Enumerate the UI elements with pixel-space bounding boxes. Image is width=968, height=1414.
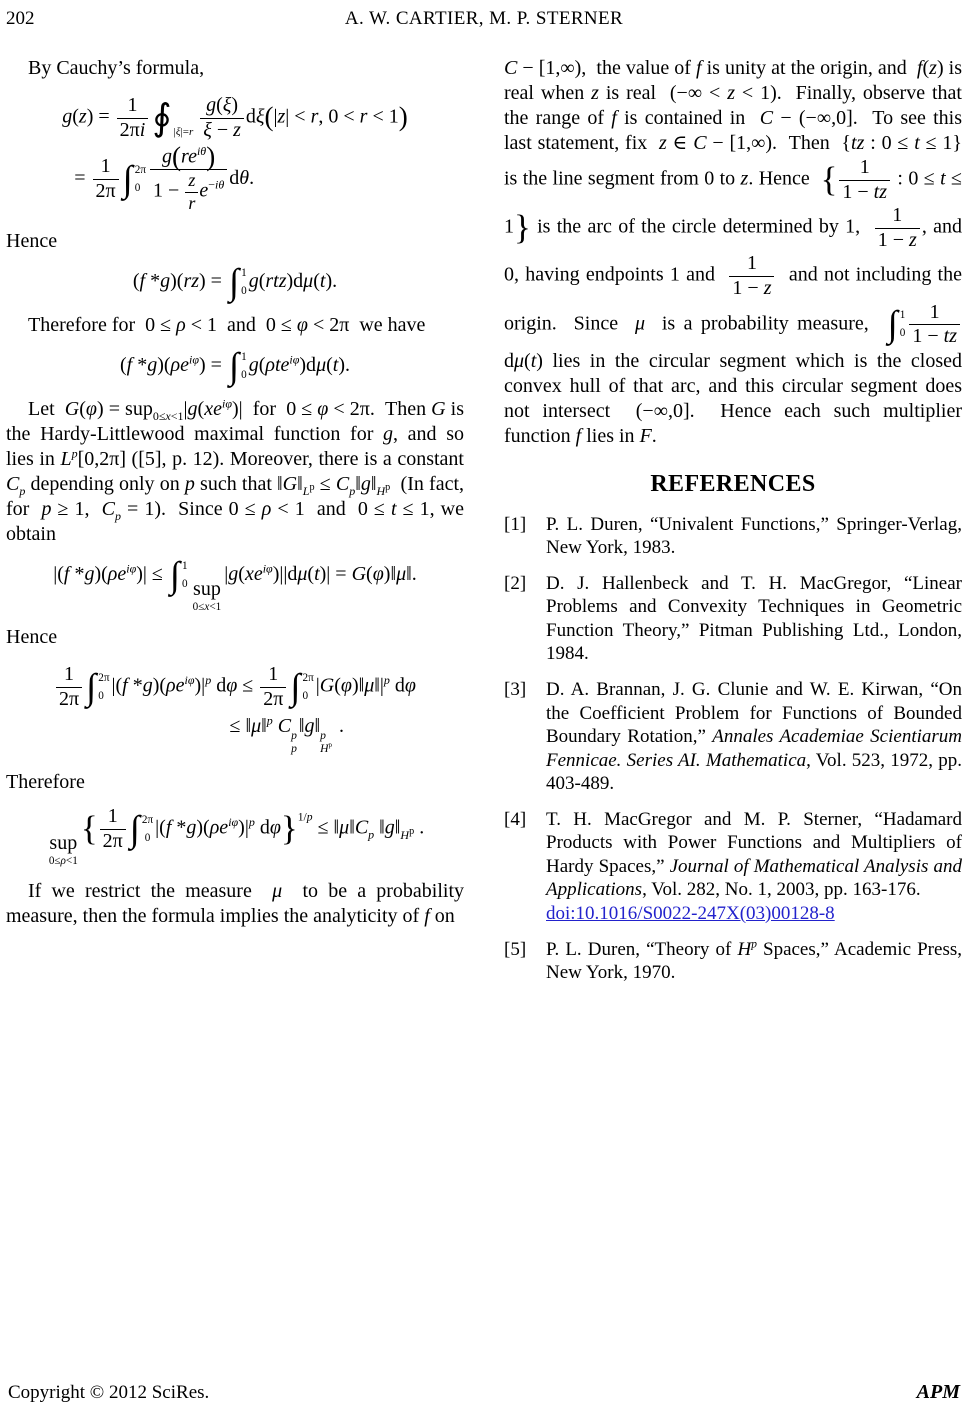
formula-norm-line2: ≤ ‖μ‖$^p$ C p p ‖g‖ p $H^p$ .	[229, 713, 344, 756]
reference-text: D. A. Brannan, J. G. Clunie and W. E. Kirwan, “On the Coefficient Problem for Functions of Bounded Boundary Rotation,” Annales Academiae Scientiarum Fennicae. Series AI. Mathematica, Vol. 523, 1972, pp. 403-489.	[546, 679, 962, 795]
reference-text: D. J. Hallenbeck and T. H. MacGregor, “Linear Problems and Convexity Techniques in Geometric Function Theory,” Pitman Publishing Ltd., London, 1984.	[546, 572, 962, 665]
reference-item	[504, 678, 962, 796]
reference-text: P. L. Duren, “Theory of $H^p$ Spaces,” Academic Press, New York, 1970.	[546, 938, 962, 984]
formula-norm-line1: $\frac{1}{2\pi}$ ∫ 2π 0 |(f $*g)(\rho e^{i\varphi})|^p$ dφ ≤ $\frac{1}{2\pi}$ ∫ 2π 0 $|G(\varphi)‖\mu‖|^p$ dφ	[54, 663, 416, 711]
reference-item	[504, 938, 962, 985]
page-footer	[8, 1381, 960, 1404]
paragraph-therefore-for: Therefore for 0 ≤ ρ < 1 and 0 ≤ φ < 2π we have	[28, 313, 426, 336]
page-header	[6, 8, 962, 30]
reference-label: [2]	[504, 572, 527, 594]
display-formula-convolution-rz	[6, 261, 464, 303]
formula-sup-bound: sup 0≤ρ<1 { $\frac{1}{2\pi}$ ∫ 2π 0 |(f $*g)(\rho e^{i\varphi})|^p$ $d\varphi\}^{1/p} \le ‖\mu‖C_p$ $‖g‖_{H^p}$ .	[48, 805, 425, 868]
reference-label: [4]	[504, 808, 527, 830]
reference-label: [5]	[504, 938, 527, 960]
display-formula-sup-bound	[6, 805, 464, 867]
reference-label: [1]	[504, 513, 527, 535]
paragraph-hence-1: Hence	[6, 229, 58, 252]
formula-cauchy-line2: = $\frac{1}{2\pi}$ ∫ 2π 0 $g(re^{i\theta})$ 1 − $\frac{z}{r}$ $e^{-i\theta}$ dθ.	[74, 141, 255, 213]
reference-item	[504, 572, 962, 666]
reference-text: P. L. Duren, “Univalent Functions,” Springer-Verlag, New York, 1983.	[546, 513, 962, 559]
right-column	[504, 56, 962, 997]
display-formula-cauchy	[6, 91, 464, 217]
running-title: A. W. CARTIER, M. P. STERNER	[344, 8, 624, 29]
paragraph-therefore: Therefore	[6, 771, 85, 794]
journal-abbreviation: APM	[916, 1381, 960, 1403]
references-list	[504, 513, 962, 985]
reference-item	[504, 513, 962, 560]
reference-label: [3]	[504, 679, 527, 701]
formula-convolution-rho: (f $*g)(\rho e^{i\varphi})$ = ∫ 1 0 g(ρte$^{i\varphi}$)dμ(t).	[119, 345, 351, 387]
reference-item	[504, 808, 962, 926]
copyright-notice: Copyright © 2012 SciRes.	[8, 1382, 210, 1403]
page-number: 202	[6, 8, 35, 29]
paragraph-continuation: C − [1,∞), the value of f is unity at the origin, and f(z) is real when z is real (−∞ < z < 1). Finally, observe that the range of f is contained in C − (−∞,0]. To see this last statement, fix z ∈ C − [1,∞). Then {tz : 0 ≤ t ≤ 1} is the line segment from 0 to z. Hence { $\frac{1}{1 - tz}$ : 0 ≤ t ≤ 1} is the arc of the circle determined by 1, $\frac{1}{1 - z}$ , and 0, having endpoints 1 and $\frac{1}{1 - z}$ and not including the origin. Since μ is a probability measure, ∫ 1 0 $\frac{1}{1 - tz}$ dμ(t) lies in the circular segment which is the closed convex hull of that arc, and this circular segment does not intersect (−∞,0]. Hence each such multiplier function f lies in F.	[504, 57, 963, 447]
paragraph-cauchy-intro: By Cauchy’s formula,	[28, 57, 205, 79]
two-column-body	[6, 56, 962, 997]
references-heading: REFERENCES	[650, 470, 816, 497]
display-formula-maximal-bound	[6, 554, 464, 613]
reference-text: T. H. MacGregor and M. P. Sterner, “Hadamard Products with Power Functions and Multipliers of Hardy Spaces,” Journal of Mathematical Analysis and Applications, Vol. 282, No. 1, 2003, pp. 163-176. doi:10.1016/S0022-247X(03)00128-8	[546, 808, 962, 924]
paragraph-hence-2: Hence	[6, 626, 58, 649]
formula-cauchy-line1: g(z) = $\frac{1}{2\pi i}$ ∮ $_{|\xi|=r}$ $\frac{g(\xi)}{\xi - z}$ dξ(|z| < r, 0 < r < 1)	[62, 94, 408, 141]
formula-maximal-bound: |(f $*g)(\rho e^{i\varphi})|$ ≤ ∫ 1 0 sup 0≤x<1 $|g(xe^{i\varphi})||d\mu(t)|$ = G(φ)‖μ‖.	[53, 554, 417, 613]
left-column	[6, 56, 464, 997]
doi-link[interactable]: doi:10.1016/S0022-247X(03)00128-8	[546, 902, 835, 924]
paragraph-let-maximal: Let $G(\varphi) = sup_{0\le x<1}|g(xe^{i\varphi})|$ for 0 ≤ φ < 2π. Then G is the Hardy-Littlewood maximal function for g, and so lies in $L^p[0,2\pi]$ ([5], p. 12). Moreover, there is a constant $C_p$ depending only on p such that $‖G‖_{L^p}$ ≤ $C_p‖g‖_{H^p}$ (In fact, for p ≥ 1, $C_p = 1$). Since 0 ≤ ρ < 1 and 0 ≤ t ≤ 1, we obtain	[6, 396, 465, 545]
display-formula-convolution-rho	[6, 345, 464, 387]
paragraph-restrict-measure: If we restrict the measure μ to be a probability measure, then the formula implies the analyticity of f on	[6, 880, 465, 928]
formula-convolution-rz: (f *g)(rz) = ∫ 1 0 g(rtz)dμ(t).	[132, 261, 338, 303]
display-formula-norm-inequality	[6, 660, 464, 758]
